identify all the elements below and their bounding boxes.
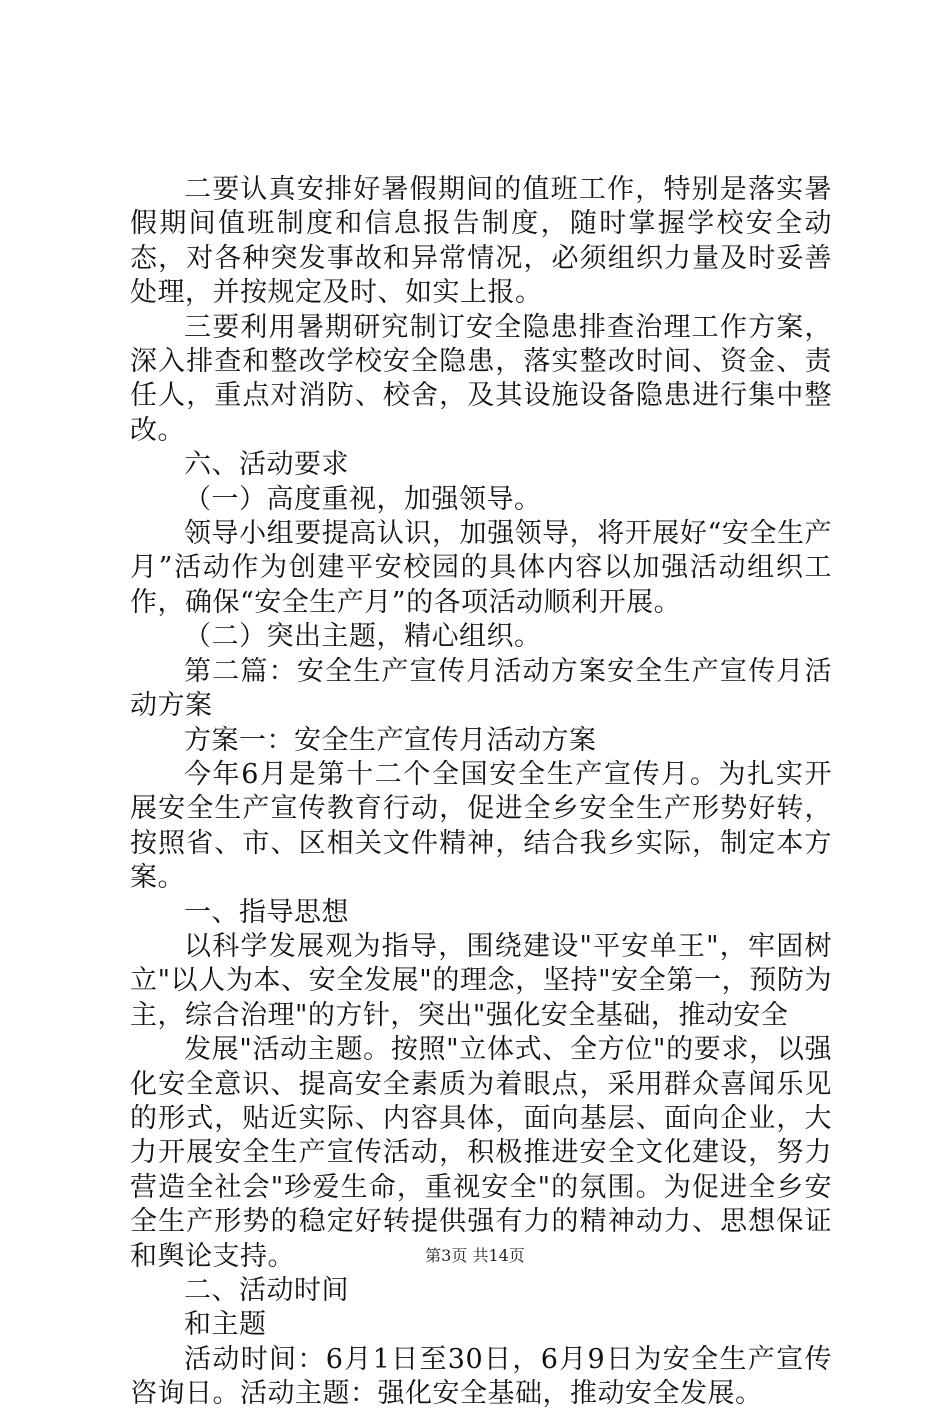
paragraph-leadership-group: 领导小组要提高认识，加强领导，将开展好“安全生产月”活动作为创建平安校园的具体内容以加强活动组织工作，确保“安全生产月”的各项活动顺利开展。: [130, 518, 832, 618]
paragraph-intro: 今年6月是第十二个全国安全生产宣传月。为扎实开展安全生产宣传教育行动，促进全乡安全生产形势好转，按照省、市、区相关文件精神，结合我乡实际，制定本方案。: [130, 758, 832, 894]
paragraph-hazard-plan: 三要利用暑期研究制订安全隐患排查治理工作方案，深入排查和整改学校安全隐患，落实整改时间、资金、责任人，重点对消防、校舍，及其设施设备隐患进行集中整改。: [130, 311, 832, 446]
page-footer: 第3页 共14页: [425, 1246, 525, 1265]
subheading-leadership: （一）高度重视，加强领导。: [184, 483, 542, 515]
section-heading-guiding-idea: 一、指导思想: [184, 896, 349, 928]
plan-one-title: 方案一：安全生产宣传月活动方案: [184, 724, 597, 756]
document-body: [130, 173, 832, 1412]
paragraph-activity-time: 活动时间：6月1日至30日，6月9日为安全生产宣传咨询日。活动主题：强化安全基础，推动安全发展。: [130, 1343, 832, 1410]
chapter-title-second: 第二篇：安全生产宣传月活动方案安全生产宣传月活动方案: [130, 655, 832, 722]
paragraph-guiding-idea-1: 以科学发展观为指导，围绕建设"平安单王"，牢固树立"以人为本、安全发展"的理念，坚持"安全第一，预防为主，综合治理"的方针，突出"强化安全基础，推动安全: [130, 930, 832, 1031]
section-heading-activity-time: 二、活动时间: [184, 1275, 349, 1306]
section-heading-activity-requirements: 六、活动要求: [184, 449, 349, 481]
section-heading-theme-cont: 和主题: [184, 1309, 267, 1341]
paragraph-guiding-idea-2: 发展"活动主题。按照"立体式、全方位"的要求，以强化安全意识、提高安全素质为着眼点，采用群众喜闻乐见的形式，贴近实际、内容具体，面向基层、面向企业，大力开展安全生产宣传活动，积极推进安全文化建设，努力营造全社会"珍爱生命，重视安全"的氛围。为促进全乡安全生产形势的稳定好转提供强有力的精神动力、思想保证和舆论支持。: [130, 1034, 832, 1272]
paragraph-duty-arrangement: 二要认真安排好暑假期间的值班工作，特别是落实暑假期间值班制度和信息报告制度，随时掌握学校安全动态，对各种突发事故和异常情况，必须组织力量及时妥善处理，并按规定及时、如实上报。: [130, 174, 832, 309]
subheading-theme: （二）突出主题，精心组织。: [184, 621, 542, 653]
